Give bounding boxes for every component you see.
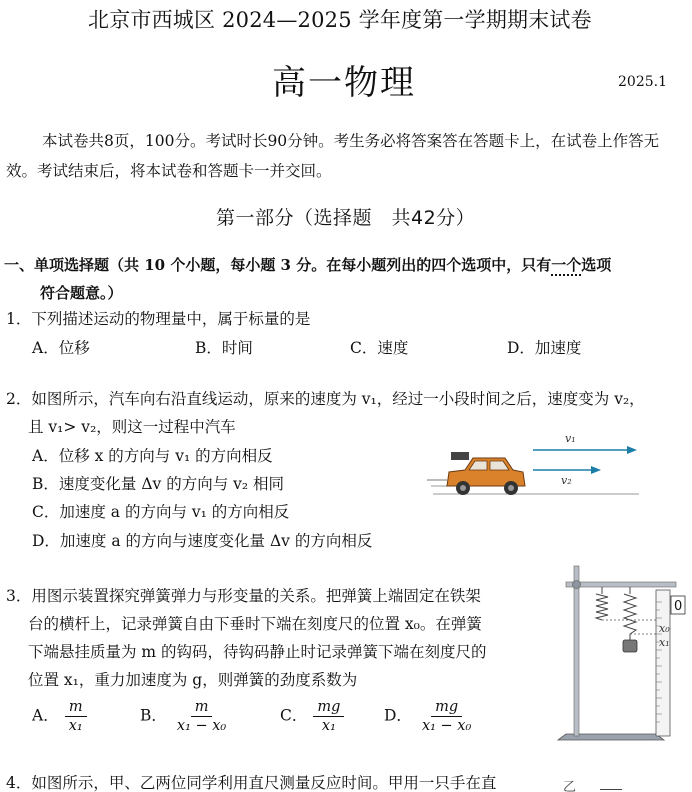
q2-option-c: C．加速度 a 的方向与 v₁ 的方向相反 (32, 503, 290, 521)
stand-rod-icon (574, 566, 579, 736)
q4-figure-line (600, 789, 622, 790)
q3-stem-line4: 位置 x₁，重力加速度为 g，则弹簧的劲度系数为 (28, 671, 358, 689)
q3-spring-apparatus-figure (552, 562, 688, 748)
v1-label: v₁ (565, 432, 576, 445)
v2-arrowhead-icon (591, 466, 601, 474)
q3-option-a: A． $\frac{m}{\text{x₁}}$ (32, 698, 87, 735)
q1-option-b: B．时间 (195, 339, 253, 357)
crossbar-icon (566, 582, 676, 587)
q3-option-b: B． $\frac{m}{\text{x₁ − x₀}}$ (140, 698, 230, 735)
q2-stem-line1: 2．如图所示，汽车向右沿直线运动，原来的速度为 v₁，经过一小段时间之后，速度变为 v₂， (6, 390, 645, 408)
exam-title: 北京市西城区 2024—2025 学年度第一学期期末试卷 (88, 8, 592, 32)
weight-icon (623, 640, 637, 652)
exam-instructions: 本试卷共8页，100分。考试时长90分钟。考生务必将答案答在答题卡上，在试卷上作答无效。考试结束后，将本试卷和答题卡一并交回。 (6, 132, 660, 180)
v2-label: v₂ (561, 474, 572, 487)
clamp-icon (573, 581, 581, 589)
part-title: 第一部分（选择题 共42分） (216, 207, 476, 229)
subject-title: 高一物理 (272, 63, 416, 103)
q4-stem-line1: 4．如图所示，甲、乙两位同学利用直尺测量反应时间。甲用一只手在直 (6, 774, 497, 792)
q3-stem-line1: 3．用图示装置探究弹簧弹力与形变量的关系。把弹簧上端固定在铁架 (6, 587, 481, 605)
v1-arrowhead-icon (627, 446, 637, 454)
q1-option-a: A．位移 (32, 339, 90, 357)
q2-option-a: A．位移 x 的方向与 v₁ 的方向相反 (32, 447, 273, 465)
fraction: $\frac{mg}{\text{x₁}}$ (313, 698, 344, 735)
fraction: $\frac{m}{\text{x₁}}$ (65, 698, 87, 735)
fraction: $\frac{mg}{\text{x₁ − x₀}}$ (421, 699, 472, 734)
q2-option-d: D．加速度 a 的方向与速度变化量 Δv 的方向相反 (32, 532, 373, 550)
q1-option-d: D．加速度 (507, 339, 582, 357)
q2-car-figure (425, 428, 645, 500)
q3-stem-line3: 下端悬挂质量为 m 的钩码，待钩码静止时记录弹簧下端在刻度尺的 (28, 643, 487, 661)
x1-label: x₁ (659, 636, 670, 649)
q3-option-d: D． $\frac{mg}{\text{x₁ − x₀}}$ (384, 698, 475, 735)
spring-loaded-icon (623, 587, 637, 652)
q3-option-c: C． $\frac{mg}{\text{x₁}}$ (280, 698, 344, 735)
q3-stem-line2: 台的横杆上，记录弹簧自由下垂时下端在刻度尺的位置 x₀。在弹簧 (28, 615, 482, 633)
q2-option-b: B．速度变化量 Δv 的方向与 v₂ 相同 (32, 475, 285, 493)
section-title-line1-b: 选项 (581, 256, 612, 274)
fraction: $\frac{m}{\text{x₁ − x₀}}$ (176, 699, 227, 734)
section-title-emphasis: 一个 (551, 256, 582, 274)
q4-figure-label: 乙 (563, 780, 577, 792)
car-icon (447, 452, 525, 495)
x0-label: x₀ (659, 622, 670, 635)
exam-date: 2025.1 (618, 74, 667, 90)
section-title-line1-a: 一、单项选择题（共 10 个小题，每小题 3 分。在每小题列出的四个选项中，只有 (4, 256, 552, 274)
q1-option-c: C．速度 (350, 339, 409, 357)
q1-stem: 1．下列描述运动的物理量中，属于标量的是 (6, 310, 311, 328)
section-title-line2: 符合题意。） (40, 284, 123, 302)
spring-free-icon (596, 587, 608, 620)
section-title (4, 251, 688, 307)
q2-stem-line2: 且 v₁> v₂，则这一过程中汽车 (28, 418, 236, 436)
ruler-zero-label: 0 (674, 599, 683, 614)
